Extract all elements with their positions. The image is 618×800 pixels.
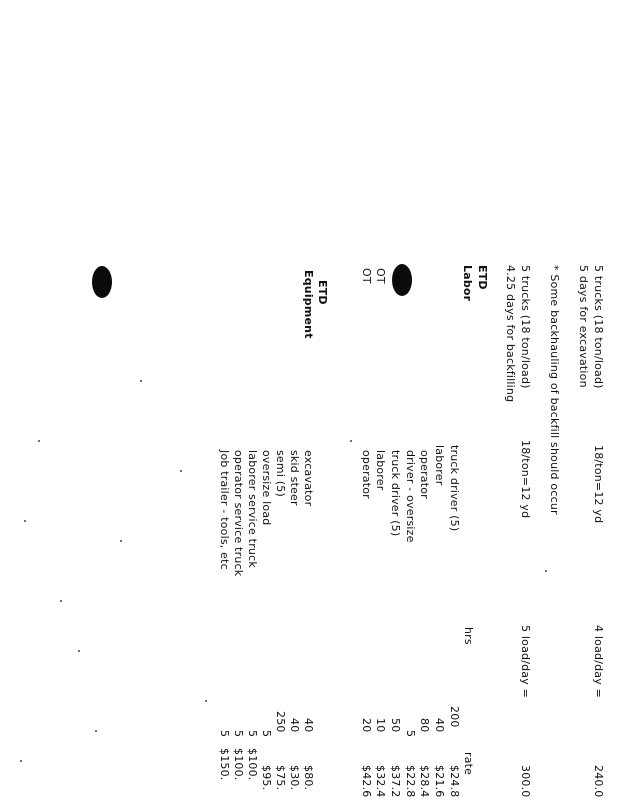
backhauling-note: * Some backhauling of backfill should occur xyxy=(548,265,561,515)
equipment-row-name: skid steer xyxy=(288,450,301,506)
trucks-backfill-total: 300.0 xyxy=(519,765,532,798)
equipment-row-hrs: 40 xyxy=(288,718,301,733)
equipment-row-hrs: 250 xyxy=(274,711,287,733)
equipment-row-hrs: 40 xyxy=(302,718,315,733)
scan-speck xyxy=(78,650,80,652)
scan-speck xyxy=(205,700,207,702)
equipment-row-rate: $30. xyxy=(288,765,301,791)
labor-row-rate: $28.4 xyxy=(418,765,431,798)
trucks-backfill-rate: 5 load/day = xyxy=(519,625,532,699)
rate-column-header: rate xyxy=(462,752,475,776)
trucks-excavation-rate: 4 load/day = xyxy=(592,625,605,699)
equipment-row-name: excavator xyxy=(302,450,315,507)
scan-speck xyxy=(20,760,22,762)
backfill-days-line: 4.25 days for backfilling xyxy=(504,265,517,403)
equipment-row-name: Job trailer - tools, etc xyxy=(218,450,231,570)
labor-row-hrs: 50 xyxy=(389,718,402,733)
labor-row-name: operator xyxy=(360,450,373,499)
equipment-row-rate: $75. xyxy=(274,765,287,791)
equipment-row-name: semi (5) xyxy=(274,450,287,497)
hrs-column-header: hrs xyxy=(462,627,475,645)
labor-row-rate: $42.6 xyxy=(360,765,373,798)
labor-row-name: laborer xyxy=(374,450,387,491)
scan-speck xyxy=(120,540,122,542)
equipment-etd-label: ETD xyxy=(316,280,329,305)
labor-row-hrs: 20 xyxy=(360,718,373,733)
labor-row-name: driver - oversize xyxy=(404,450,417,543)
labor-row-hrs: 40 xyxy=(433,718,446,733)
labor-row-rate: $21.6 xyxy=(433,765,446,798)
equipment-row-rate: $100. xyxy=(232,748,245,781)
equipment-row-rate: $95. xyxy=(260,765,273,791)
labor-row-ot-prefix: OT xyxy=(374,268,387,284)
equipment-row-rate: $150. xyxy=(218,748,231,781)
equipment-row-hrs: 5 xyxy=(218,730,231,738)
equipment-row-rate: $100. xyxy=(246,748,259,781)
equipment-row-hrs: 5 xyxy=(246,730,259,738)
scan-speck xyxy=(24,520,26,522)
labor-row-hrs: 200 xyxy=(448,706,461,728)
scan-speck xyxy=(180,470,182,472)
scan-speck xyxy=(140,380,142,382)
trucks-excavation-calc: 18/ton=12 yd xyxy=(592,445,605,524)
labor-row-name: truck driver (5) xyxy=(448,445,461,532)
labor-row-hrs: 10 xyxy=(374,718,387,733)
scan-speck xyxy=(38,440,40,442)
labor-section-title: Labor xyxy=(461,265,474,302)
equipment-row-name: operator service truck xyxy=(232,450,245,577)
labor-row-name: operator xyxy=(418,450,431,499)
punch-hole-top xyxy=(92,266,112,298)
scan-speck xyxy=(60,600,62,602)
excavation-days-line: 5 days for excavation xyxy=(577,265,590,388)
labor-row-hrs: 80 xyxy=(418,718,431,733)
equipment-row-hrs: 5 xyxy=(232,730,245,738)
equipment-section-title: Equipment xyxy=(302,270,315,339)
trucks-backfill-calc: 18/ton=12 yd xyxy=(519,440,532,519)
trucks-backfill-line: 5 trucks (18 ton/load) xyxy=(519,265,532,389)
labor-row-rate: $24.8 xyxy=(448,765,461,798)
equipment-row-name: laborer service truck xyxy=(246,450,259,568)
trucks-excavation-total: 240.0 xyxy=(592,765,605,798)
scan-speck xyxy=(545,570,547,572)
trucks-excavation-line: 5 trucks (18 ton/load) xyxy=(592,265,605,389)
labor-row-rate: $22.8 xyxy=(404,765,417,798)
punch-hole-middle xyxy=(392,264,412,296)
scan-speck xyxy=(95,730,97,732)
scan-speck xyxy=(350,440,352,442)
labor-row-hrs: 5 xyxy=(404,730,417,738)
labor-row-name: laborer xyxy=(433,445,446,486)
equipment-row-hrs: 5 xyxy=(260,730,273,738)
labor-etd-label: ETD xyxy=(476,265,489,290)
equipment-row-name: oversize load xyxy=(260,450,273,526)
labor-row-ot-prefix: OT xyxy=(360,268,373,284)
labor-row-name: truck driver (5) xyxy=(389,450,402,537)
labor-row-rate: $37.2 xyxy=(389,765,402,798)
equipment-row-rate: $80. xyxy=(302,765,315,791)
labor-row-rate: $32.4 xyxy=(374,765,387,798)
